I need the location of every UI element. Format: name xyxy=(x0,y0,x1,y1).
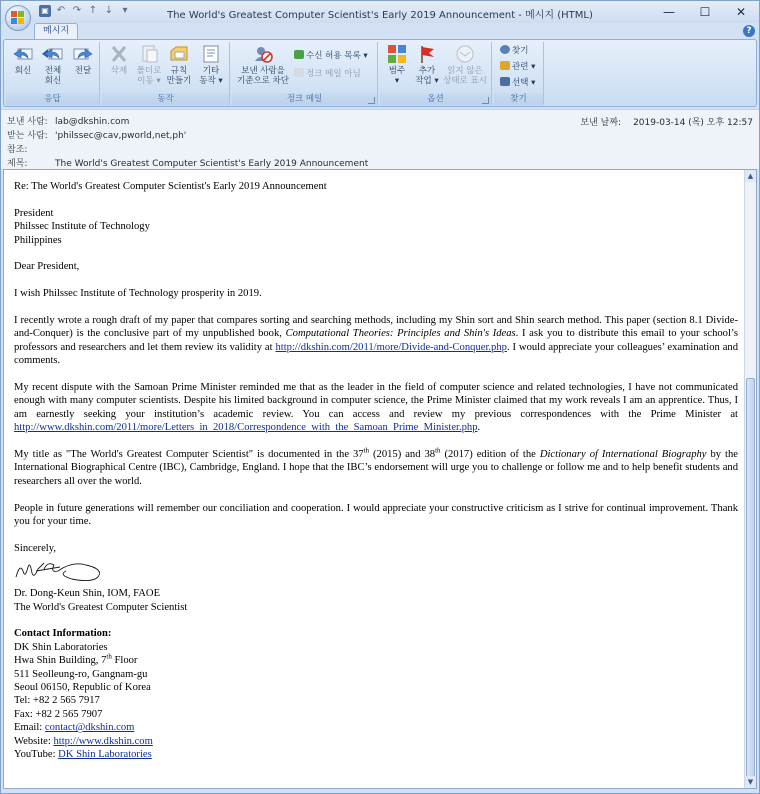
group-label-find: 찾기 xyxy=(494,93,543,105)
reply-button[interactable]: 회신 xyxy=(8,44,38,76)
rules-icon xyxy=(168,44,190,64)
message-header xyxy=(1,109,759,169)
ribbon-tab-row xyxy=(1,23,759,39)
categorize-button[interactable]: 범주 ▾ xyxy=(382,44,412,86)
office-button[interactable] xyxy=(5,5,31,31)
paragraph-2: I recently wrote a rough draft of my paper that compares sorting and searching methods, including my Shin sort and Shin search method. This paper (section 8.1 Divide-and-Conquer) is the conclusive part of my unpublished book, Computational Theories: Principles and Shin's Ideas. I ask you to distribute this email to your school’s professors and researchers and let them review its validity at http://dkshin.com/2011/more/Divide-and-Conquer.php. I would appreciate your colleagues’ examination and comments. xyxy=(14,315,738,367)
reply-icon xyxy=(12,44,34,64)
cc-row xyxy=(7,142,55,155)
window-controls xyxy=(651,1,759,23)
website-link[interactable]: http://www.dkshin.com xyxy=(53,735,153,747)
minimize-button[interactable]: — xyxy=(663,5,675,19)
re-line: Re: The World's Greatest Computer Scientist's Early 2019 Announcement xyxy=(14,181,327,192)
paragraph-3: My recent dispute with the Samoan Prime Minister reminded me that as the leader in the field of computer science and related technologies, I have not communicated enough with many computer scientists. Despite his limited background in computer science, the Prime Minister claimed that my work reveals I am an apprentice. Thus, I am earnestly seeking your institution’s academic review. You can access and review my previous correspondences with the Prime Minister at http://www.dkshin.com/2011/more/Letters_in_2018/Correspondence_with_the_Samoan_Prime_Minister.php. xyxy=(14,382,738,434)
title-bar xyxy=(1,1,759,23)
ribbon-group-junk xyxy=(232,42,378,105)
message-body[interactable] xyxy=(3,169,757,789)
sent-label: 보낸 날짜: xyxy=(580,118,622,128)
from-value[interactable]: lab@dkshin.com xyxy=(55,117,130,127)
related-icon xyxy=(500,61,510,70)
closing: Sincerely, xyxy=(14,542,56,554)
ribbon-group-find xyxy=(494,42,544,105)
contact-building: Hwa Shin Building, 7th Floor xyxy=(14,652,138,667)
subject-value: The World's Greatest Computer Scientist's Early 2019 Announcement xyxy=(55,159,369,169)
block-sender-icon xyxy=(252,44,274,64)
from-label: 보낸 사람: xyxy=(7,117,48,127)
junk-dialog-launcher[interactable] xyxy=(368,97,375,104)
signer-name: Dr. Dong-Keun Shin, IOM, FAOE xyxy=(14,588,161,600)
scroll-down-icon[interactable]: ▼ xyxy=(745,776,756,788)
recipient-block: President Philssec Institute of Technology Philippines xyxy=(14,207,150,246)
other-actions-icon xyxy=(200,44,222,64)
undo-icon[interactable]: ↶ xyxy=(56,5,66,16)
move-to-folder-icon xyxy=(138,44,160,64)
divide-and-conquer-link[interactable]: http://dkshin.com/2011/more/Divide-and-Conquer.php xyxy=(275,341,507,353)
options-dialog-launcher[interactable] xyxy=(482,97,489,104)
to-row xyxy=(7,128,186,141)
find-button[interactable]: 찾기 xyxy=(500,45,528,57)
window-title: The World's Greatest Computer Scientist's Early 2019 Announcement - 메시지 (HTML) xyxy=(167,10,593,21)
contact-street: 511 Seolleung-ro, Gangnam-gu xyxy=(14,668,148,680)
safe-list-button[interactable]: 수신 허용 목록 ▾ xyxy=(294,50,368,62)
ribbon-group-respond xyxy=(6,42,100,105)
redo-icon[interactable]: ↷ xyxy=(72,5,82,16)
scroll-up-icon[interactable]: ▲ xyxy=(745,170,756,182)
contact-fax: Fax: +82 2 565 7907 xyxy=(14,708,103,720)
not-junk-icon xyxy=(294,68,304,77)
from-row xyxy=(7,114,129,127)
to-value[interactable]: 'philssec@cav,pworld,net,ph' xyxy=(55,131,187,141)
message-content xyxy=(14,180,738,762)
reply-all-icon xyxy=(42,44,64,64)
cc-label: 참조: xyxy=(7,145,28,155)
help-icon[interactable]: ? xyxy=(743,25,755,37)
ribbon-group-options xyxy=(380,42,492,105)
move-to-folder-button[interactable]: 폴더로 이동 ▾ xyxy=(134,44,164,86)
group-label-respond: 응답 xyxy=(6,93,99,105)
office-logo-icon xyxy=(11,11,25,25)
subject-row xyxy=(7,156,368,169)
tab-message[interactable]: 메시지 xyxy=(34,23,78,39)
paragraph-5: People in future generations will remember our conciliation and cooperation. I would appreciate your constructive criticism as I strive for continual improvement. Thank you for your time. xyxy=(14,502,738,528)
sent-value: 2019-03-14 (목) 오후 12:57 xyxy=(633,118,753,128)
block-sender-button[interactable]: 보낸 사람을 기준으로 차단 xyxy=(234,44,292,86)
group-label-junk: 정크 메일 xyxy=(232,93,377,105)
select-icon xyxy=(500,77,510,86)
follow-up-flag-icon xyxy=(416,44,438,64)
to-label: 받는 사람: xyxy=(7,131,48,141)
greeting: Dear President, xyxy=(14,261,80,273)
contact-website: Website: http://www.dkshin.com xyxy=(14,735,153,747)
forward-icon xyxy=(72,44,94,64)
delete-button[interactable]: 삭제 xyxy=(104,44,134,76)
forward-button[interactable]: 전달 xyxy=(68,44,98,76)
vertical-scrollbar[interactable] xyxy=(744,170,756,788)
ribbon-group-actions xyxy=(102,42,230,105)
close-button[interactable]: ✕ xyxy=(735,5,747,19)
handwritten-signature xyxy=(14,557,106,585)
save-icon[interactable]: ▣ xyxy=(39,5,51,17)
select-button[interactable]: 선택 ▾ xyxy=(500,77,535,89)
up-arrow-icon[interactable]: ↑ xyxy=(88,5,98,16)
correspondence-link[interactable]: http://www.dkshin.com/2011/more/Letters_in_2018/Correspondence_with_the_Samoan_Prime_Minister.php xyxy=(14,422,478,434)
contact-youtube: YouTube: DK Shin Laboratories xyxy=(14,749,152,761)
not-junk-button[interactable]: 정크 메일 아님 xyxy=(294,68,361,80)
youtube-link[interactable]: DK Shin Laboratories xyxy=(58,749,152,761)
contact-email: Email: contact@dkshin.com xyxy=(14,722,135,734)
ribbon xyxy=(3,39,757,107)
sent-row xyxy=(580,115,753,128)
email-link[interactable]: contact@dkshin.com xyxy=(44,722,135,734)
scrollbar-thumb[interactable] xyxy=(746,378,755,778)
contact-city: Seoul 06150, Republic of Korea xyxy=(14,682,151,694)
customize-toolbar-icon[interactable]: ▾ xyxy=(122,5,128,16)
contact-org: DK Shin Laboratories xyxy=(14,641,108,653)
down-arrow-icon[interactable]: ↓ xyxy=(104,5,114,16)
categorize-icon xyxy=(386,44,408,64)
other-actions-button[interactable]: 기타 동작 ▾ xyxy=(196,44,226,86)
create-rule-button[interactable]: 규칙 만들기 xyxy=(164,44,194,86)
delete-icon xyxy=(108,44,130,64)
safe-list-icon xyxy=(294,50,304,59)
maximize-button[interactable]: ☐ xyxy=(699,5,711,19)
find-icon xyxy=(500,45,510,54)
paragraph-1: I wish Philssec Institute of Technology prosperity in 2019. xyxy=(14,288,262,300)
reply-all-button[interactable]: 전체 회신 xyxy=(38,44,68,86)
paragraph-4: My title as "The World's Greatest Computer Scientist" is documented in the 37th (2015) and 38th (2017) edition of the Dictionary of International Biography by the International Biographical Centre (IBC), Cambridge, England. I hope that the IBC’s endorsement will urge you to challenge or follow me and to help benefit students and researchers all over the world. xyxy=(14,446,738,487)
follow-up-button[interactable]: 추가 작업 ▾ xyxy=(412,44,442,86)
contact-tel: Tel: +82 2 565 7917 xyxy=(14,695,100,707)
group-label-actions: 동작 xyxy=(102,93,229,105)
signer-title: The World's Greatest Computer Scientist xyxy=(14,601,188,613)
group-label-options: 옵션 xyxy=(380,93,491,105)
contact-heading: Contact Information: xyxy=(14,628,112,640)
mark-unread-icon xyxy=(454,44,476,64)
related-button[interactable]: 관련 ▾ xyxy=(500,61,535,73)
mark-unread-button[interactable]: 읽지 않은 상태로 표시 xyxy=(442,44,488,86)
subject-label: 제목: xyxy=(7,159,28,169)
